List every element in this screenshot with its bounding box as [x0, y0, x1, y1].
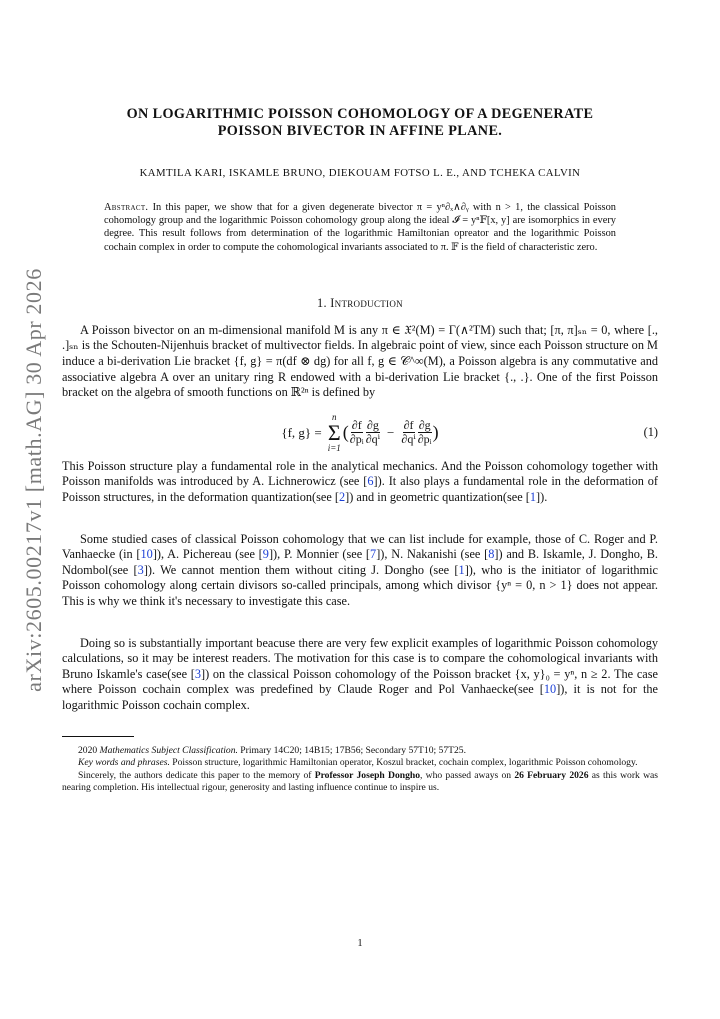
citation-link[interactable]: 1 — [529, 489, 536, 504]
dedication-name: Professor Joseph Dongho — [314, 769, 421, 781]
eq-frac-3 — [401, 419, 415, 446]
para1b-text-2: ]). It also plays a fundamental role in the deformation of Poisson structures, in the deformation quantization(see [ — [62, 474, 658, 504]
section-title: Introduction — [330, 295, 403, 310]
title-line-2: POISSON BIVECTOR IN AFFINE PLANE. — [217, 123, 503, 139]
para2-text-7: ]), who is the initiator of logarithmic Poisson cohomology along certain divisors so-called principals, among which divisor {yⁿ = 0, n > 1} does not appear. This is why we think it's necessary to investigate this case. — [62, 562, 659, 608]
para3-text-1: Doing so is substantially important beacuse there are very few explicit examples of logarithmic Poisson cohomology calculations, so it may be interest readers. The motivation for this case is to compare the cohomological invariants with Bruno Iskamle's case(see [ — [62, 635, 658, 681]
eq-open-paren: ( — [342, 422, 349, 443]
abstract — [104, 201, 616, 254]
msc-year: 2020 — [78, 744, 98, 756]
arxiv-id-text: arXiv:2605.00217v1 [math.AG] 30 Apr 2026 — [21, 268, 46, 692]
keywords-text: Poisson structure, logarithmic Hamiltonian operator, Koszul bracket, cochain complex, logarithmic Poisson cohomology. — [172, 757, 638, 769]
para2-text-1: Some studied cases of classical Poisson cohomology that we can list include for example, those of C. Roger and P. Vanhaecke (in [ — [62, 531, 658, 562]
para2-text-2: ]), A. Pichereau (see [ — [152, 547, 263, 562]
citation-link[interactable]: 3 — [137, 562, 144, 577]
section-heading — [62, 296, 658, 311]
footnote-rule — [62, 736, 134, 737]
para1b-text-1: This Poisson structure play a fundamental role in the analytical mechanics. And the Poisson cohomology together with Poisson manifolds was introduced by A. Lichnerowicz (see [ — [62, 458, 658, 489]
abstract-label: Abstract. — [104, 202, 149, 213]
para2-text-4: ]), N. Nakanishi (see [ — [376, 547, 489, 562]
msc-text: Primary 14C20; 14B15; 17B56; Secondary 57T10; 57T25. — [240, 744, 467, 756]
eq-frac-3-den: ∂qⁱ — [401, 432, 416, 447]
eq-frac-1-den: ∂pᵢ — [349, 432, 364, 447]
body-text — [62, 323, 658, 714]
dedication-date: 26 February 2026 — [514, 769, 589, 781]
title-line-1: ON LOGARITHMIC POISSON COHOMOLOGY OF A DEGENERATE — [126, 106, 594, 122]
eq-frac-4-den: ∂pᵢ — [417, 432, 432, 447]
eq-sum-symbol: Σ — [327, 419, 341, 445]
eq-sum-bottom: i=1 — [327, 442, 341, 453]
citation-link[interactable]: 6 — [367, 474, 374, 489]
footnote-dedication — [62, 770, 658, 795]
section-number: 1. — [317, 295, 327, 310]
para1b-text-4: ]). — [536, 489, 548, 504]
eq-frac-2-den: ∂qⁱ — [365, 432, 381, 447]
citation-link[interactable]: 2 — [338, 489, 346, 504]
eq-frac-1 — [350, 419, 364, 446]
eq-lhs: {f, g} = — [281, 424, 322, 440]
citation-link[interactable]: 1 — [458, 562, 465, 577]
eq-frac-4 — [418, 419, 432, 446]
page-number: 1 — [357, 938, 363, 949]
eq-frac-3-num: ∂f — [403, 418, 414, 433]
dedication-text-3: as this work was nearing completion. His intellectual rigour, generosity and lasting influence continue to inspire us. — [62, 769, 658, 794]
eq-sum-top: n — [332, 411, 337, 422]
dedication-text-1: Sincerely, the authors dedicate this paper to the memory of — [78, 769, 312, 781]
eq-close-paren: ) — [432, 422, 439, 443]
eq-minus: − — [387, 424, 395, 440]
footnotes — [62, 745, 658, 795]
citation-link[interactable]: 10 — [543, 682, 557, 697]
eq-frac-1-num: ∂f — [351, 418, 362, 433]
para3-text-2: ]) on the classical Poisson cohomology of the Poisson bracket {x, y}₀ = yⁿ, n ≥ 2. The case where Poisson cochain complex was predefined by Claude Roger and Pol Vanhaecke(see [ — [62, 666, 658, 697]
citation-link[interactable]: 3 — [194, 666, 201, 681]
paragraph-1: A Poisson bivector on an m-dimensional manifold M is any π ∈ 𝔛²(M) = Γ(∧²TM) such that; [π, π]ₛₙ = 0, where [., .]ₛₙ is the Schouten-Nijenhuis bracket of multivector fields. In algebraic point of view, since each Poisson structure on M induce a bi-derivation Lie bracket {f, g} = π(df ⊗ dg) for all f, g ∈ 𝒞^∞(M), a Poisson algebra is any commutative and associative algebra A over an unitary ring R endowed with a bi-derivation Lie bracket {., .}. One of the first Poisson bracket on the algebra of smooth functions on ℝ²ⁿ is defined by — [62, 322, 658, 400]
eq-sum — [328, 413, 341, 453]
arxiv-identifier — [14, 268, 54, 692]
eq-frac-4-num: ∂g — [418, 418, 431, 433]
paper-page — [62, 0, 659, 949]
citation-link[interactable]: 10 — [140, 547, 153, 562]
para2-text-3: ]), P. Monnier (see [ — [268, 547, 371, 562]
paragraph-1b — [62, 459, 658, 506]
para3-text-3: ]), it is not for the logarithmic Poisson cochain complex. — [62, 682, 658, 712]
para2-text-6: ]). We cannot mention them without citing J. Dongho (see [ — [143, 562, 459, 577]
dedication-text-2: , who passed aways on — [420, 769, 512, 781]
citation-link[interactable]: 8 — [488, 547, 495, 562]
footnote-keywords — [62, 757, 658, 770]
para1b-text-3: ]) and in geometric quantization(see [ — [345, 489, 530, 504]
keywords-label: Key words and phrases. — [78, 757, 170, 769]
equation-1 — [62, 407, 658, 459]
equation-number: (1) — [643, 424, 658, 439]
paragraph-2 — [62, 532, 658, 610]
eq-frac-2 — [366, 419, 380, 446]
msc-label: Mathematics Subject Classification. — [99, 744, 238, 756]
abstract-text: In this paper, we show that for a given degenerate bivector π = yⁿ∂ₓ∧∂ᵧ with n > 1, the classical Poisson cohomology group and the logarithmic Poisson cohomology group along the ideal 𝓘 = yⁿ𝔽[x, y] are isomorphics in every degree. This result follows from determination of the logarithmic Hamiltonian opreator and the logarithmic Poisson cochain complex in order to compute the cohomological invariants associated to π. 𝔽 is the field of characteristic zero. — [104, 202, 616, 253]
paragraph-3 — [62, 636, 658, 714]
para2-text-5: ]) and B. Iskamle, J. Dongho, B. Ndombol(see [ — [62, 547, 658, 577]
citation-link[interactable]: 7 — [370, 547, 377, 562]
paper-title — [62, 106, 658, 140]
footnote-msc — [62, 745, 658, 758]
citation-link[interactable]: 9 — [262, 547, 269, 562]
author-list: KAMTILA KARI, ISKAMLE BRUNO, DIEKOUAM FOTSO L. E., AND TCHEKA CALVIN — [139, 167, 581, 179]
eq-frac-2-num: ∂g — [366, 418, 379, 433]
